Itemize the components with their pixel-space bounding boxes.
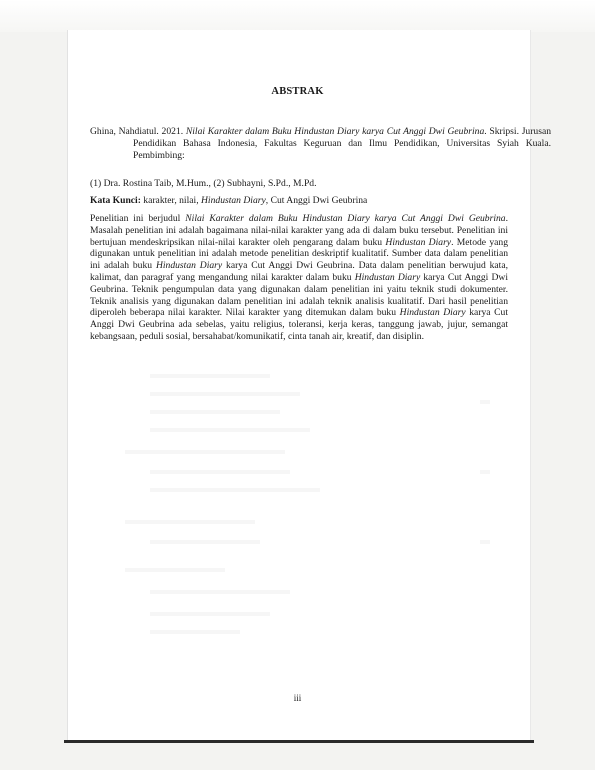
abstract-book-title: Hindustan Diary	[399, 307, 466, 319]
abstract-text: . Masalah penelitian ini adalah bagaimana nilai-nilai karakter yang ada di dalam buku tersebut. Penelitian ini bertujuan mendeskripsikan nilai-nilai karakter oleh pengarang dalam buku	[90, 213, 508, 248]
bibliographic-citation	[90, 126, 551, 163]
abstract-text: karya Cut Anggi Dwi Geubrina ada sebelas, yaitu religius, toleransi, kerja keras, tanggung jawab, jujur, semangat kebangsaan, peduli sosial, bersahabat/komunikatif, cinta tanah air, kreatif, dan disiplin.	[90, 307, 508, 342]
advisors-line: (1) Dra. Rostina Taib, M.Hum., (2) Subhayni, S.Pd., M.Pd.	[90, 178, 317, 189]
abstract-book-title: Hindustan Diary	[385, 236, 452, 248]
abstract-book-title: Hindustan Diary	[155, 260, 223, 272]
citation-title: Nilai Karakter dalam Buku Hindustan Diary karya Cut Anggi Dwi Geubrina	[185, 126, 485, 137]
abstract-text: Penelitian ini berjudul	[90, 213, 186, 224]
keywords-label: Kata Kunci:	[90, 195, 141, 206]
abstract-text: . Metode yang digunakan untuk penelitian ini adalah metode penelitian deskriptif kualitatif. Sumber data dalam penelitian ini adalah buku	[90, 236, 508, 272]
scan-top-margin	[0, 0, 595, 32]
keywords-text-1: karakter, nilai,	[140, 195, 201, 206]
citation-details: . Skripsi. Jurusan Pendidikan Bahasa Indonesia, Fakultas Keguruan dan Ilmu Pendidikan, Universitas Syiah Kuala. Pembimbing:	[133, 126, 552, 162]
abstract-book-title: Hindustan Diary	[354, 271, 421, 283]
citation-author-year: Ghina, Nahdiatul. 2021.	[90, 126, 186, 137]
abstract-text: karya Cut Anggi Dwi Geubrina. Data dalam penelitian berwujud kata, kalimat, dan paragraf yang mengandung nilai karakter dalam buku	[90, 260, 509, 283]
keywords-book-title: Hindustan Diary	[201, 195, 266, 206]
abstract-book-title: Nilai Karakter dalam Buku Hindustan Diary karya Cut Anggi Dwi Geubrina	[185, 213, 506, 224]
abstract-text: karya Cut Anggi Dwi Geubrina. Teknik pengumpulan data yang digunakan dalam penelitian ini yaitu teknik studi dokumenter. Teknik analisis yang digunakan dalam penelitian ini adalah teknik analisis kualitatif. Dari hasil penelitian diperoleh beberapa nilai karakter. Nilai karakter yang ditemukan dalam buku	[90, 271, 508, 319]
page-number: iii	[293, 693, 302, 703]
abstract-paragraph	[90, 213, 508, 343]
keywords-text-2: , Cut Anggi Dwi Geubrina	[265, 195, 368, 206]
scan-bottom-edge	[64, 740, 534, 743]
page-title: ABSTRAK	[271, 86, 324, 97]
keywords-line	[90, 195, 508, 207]
